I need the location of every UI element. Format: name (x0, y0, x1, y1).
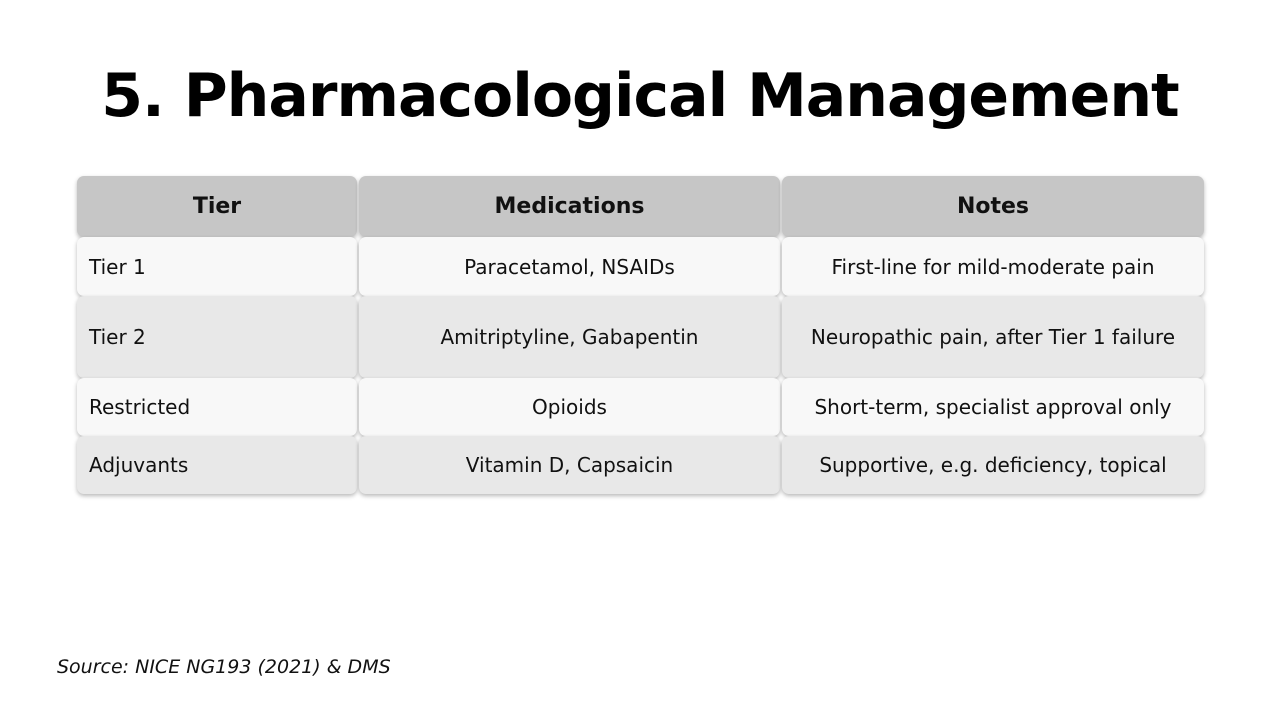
table-row (77, 296, 1204, 378)
slide-title: 5. Pharmacological Management (101, 61, 1179, 131)
medication-table (77, 176, 1204, 494)
cell-medications: Paracetamol, NSAIDs (359, 237, 780, 296)
cell-notes: Supportive, e.g. deficiency, topical (782, 436, 1204, 494)
cell-tier: Restricted (77, 378, 357, 436)
table-row (77, 436, 1204, 494)
source-citation: Source: NICE NG193 (2021) & DMS (57, 656, 391, 678)
header-medications: Medications (359, 176, 780, 237)
cell-tier: Adjuvants (77, 436, 357, 494)
header-tier: Tier (77, 176, 357, 237)
cell-medications: Amitriptyline, Gabapentin (359, 296, 780, 378)
cell-medications: Vitamin D, Capsaicin (359, 436, 780, 494)
cell-notes: Short-term, specialist approval only (782, 378, 1204, 436)
cell-tier: Tier 1 (77, 237, 357, 296)
table-header-row (77, 176, 1204, 237)
cell-medications: Opioids (359, 378, 780, 436)
cell-notes: First-line for mild-moderate pain (782, 237, 1204, 296)
cell-tier: Tier 2 (77, 296, 357, 378)
header-notes: Notes (782, 176, 1204, 237)
table-row (77, 378, 1204, 436)
cell-notes: Neuropathic pain, after Tier 1 failure (782, 296, 1204, 378)
table-row (77, 237, 1204, 296)
